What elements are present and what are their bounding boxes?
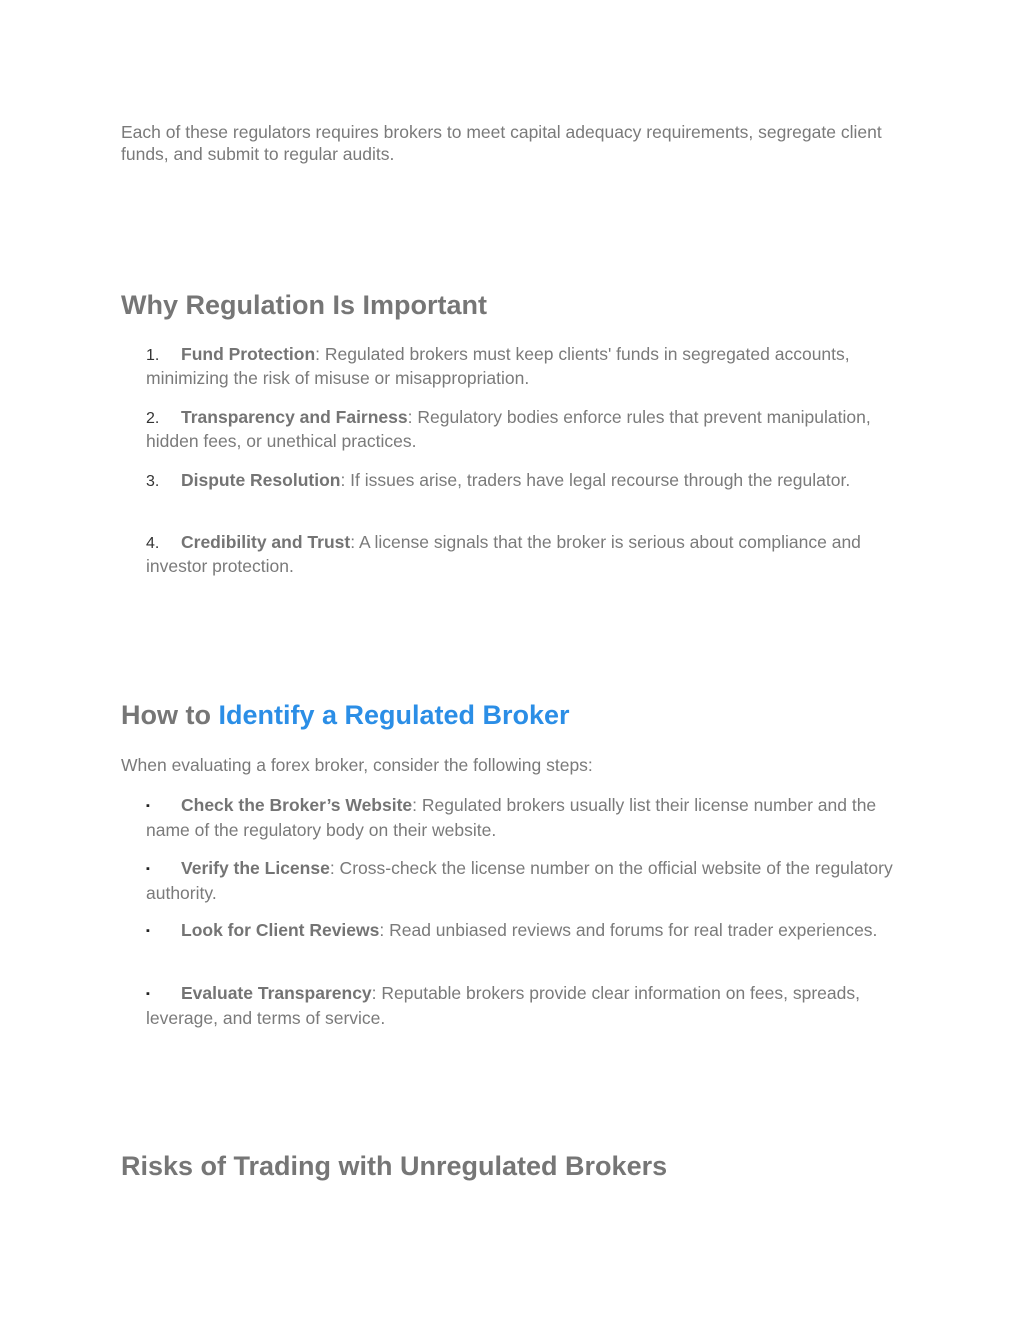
- list-item: [146, 857, 906, 904]
- bullet-icon: ▪: [146, 863, 150, 875]
- list-item-title: Evaluate Transparency: [181, 983, 372, 1003]
- list-item-title: Fund Protection: [181, 344, 316, 364]
- list-item-text: : Cross-check the license number on the official website of the regulatory authority.: [146, 858, 893, 903]
- list-item: [146, 794, 906, 841]
- bullet-icon: ▪: [146, 988, 150, 1000]
- intro-paragraph: Each of these regulators requires brokers to meet capital adequacy requirements, segregate client funds, and submit to regular audits.: [121, 122, 882, 164]
- list-item-title: Credibility and Trust: [181, 532, 351, 552]
- list-item-text: : Reputable brokers provide clear information on fees, spreads, leverage, and terms of service.: [146, 983, 860, 1028]
- list-number: 2.: [146, 410, 160, 427]
- list-item-title: Check the Broker’s Website: [181, 795, 413, 815]
- bullet-icon: ▪: [146, 925, 150, 937]
- list-item-text: : Read unbiased reviews and forums for real trader experiences.: [379, 920, 878, 940]
- list-item-title: Look for Client Reviews: [181, 920, 380, 940]
- list-item-title: Verify the License: [181, 858, 330, 878]
- bullet-icon: ▪: [146, 800, 150, 812]
- identify-broker-heading: [121, 700, 570, 731]
- list-item: [146, 469, 906, 493]
- list-item-title: Dispute Resolution: [181, 470, 341, 490]
- list-item-text: : A license signals that the broker is serious about compliance and investor protection.: [146, 532, 861, 576]
- list-number: 4.: [146, 535, 160, 552]
- list-item: [146, 406, 906, 452]
- list-item: [146, 343, 906, 389]
- list-item: [146, 919, 906, 944]
- list-item-text: : Regulated brokers must keep clients' funds in segregated accounts, minimizing the risk of misuse or misappropriation.: [146, 344, 850, 388]
- list-item-title: Transparency and Fairness: [181, 407, 408, 427]
- heading-prefix: How to: [121, 700, 219, 730]
- list-item-text: : Regulated brokers usually list their license number and the name of the regulatory body on their website.: [146, 795, 877, 840]
- list-item-text: : If issues arise, traders have legal recourse through the regulator.: [340, 470, 851, 490]
- risks-heading: Risks of Trading with Unregulated Brokers: [121, 1151, 668, 1181]
- list-number: 1.: [146, 347, 160, 364]
- identify-broker-link[interactable]: Identify a Regulated Broker: [218, 700, 570, 730]
- list-number: 3.: [146, 473, 160, 490]
- list-item: [146, 531, 906, 577]
- identify-intro-paragraph: When evaluating a forex broker, consider the following steps:: [121, 755, 593, 775]
- why-regulation-heading: Why Regulation Is Important: [121, 290, 488, 320]
- list-item-text: : Regulatory bodies enforce rules that prevent manipulation, hidden fees, or unethical practices.: [146, 407, 871, 451]
- list-item: [146, 982, 906, 1029]
